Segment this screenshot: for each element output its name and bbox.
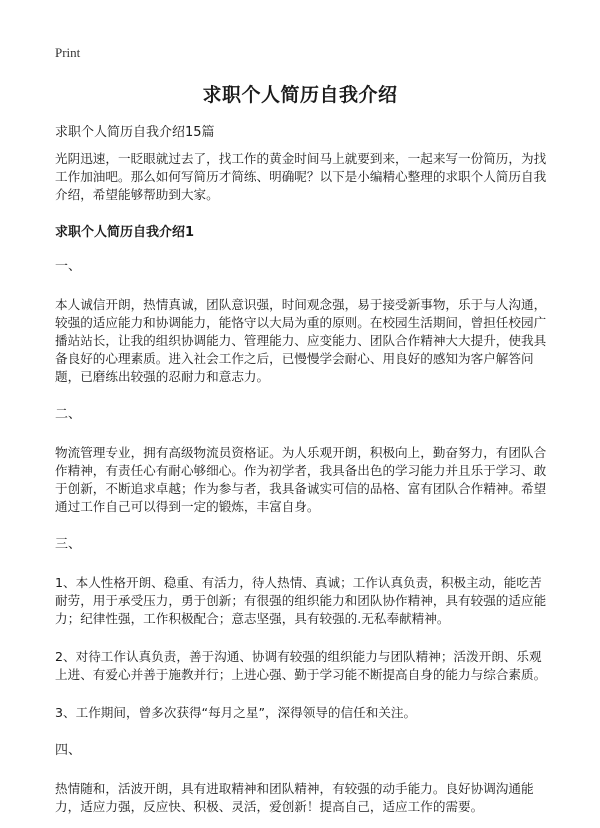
article-body xyxy=(55,150,549,816)
section-heading: 求职个人简历自我介绍1 xyxy=(55,225,195,240)
part1-label: 一、 xyxy=(55,259,82,274)
part3-label: 三、 xyxy=(55,537,82,552)
part3-item-2: 2、对待工作认真负责，善于沟通、协调有较强的组织能力与团队精神；活泼开朗、乐观上进、有爱心并善于施教并行；上进心强、勤于学习能不断提高自身的能力与综合素质。 xyxy=(55,649,547,682)
part3-item-1: 1、本人性格开朗、稳重、有活力，待人热情、真诚；工作认真负责，积极主动，能吃苦耐劳，用于承受压力，勇于创新；有很强的组织能力和团队协作精神，具有较强的适应能力；纪律性强，工作积极配合；意志坚强，具有较强的.无私奉献精神。 xyxy=(55,575,547,626)
document-subtitle: 求职个人简历自我介绍15篇 xyxy=(55,125,215,140)
part1-paragraph: 本人诚信开朗，热情真诚，团队意识强，时间观念强，易于接受新事物，乐于与人沟通，较强的适应能力和协调能力，能恪守以大局为重的原则。在校园生活期间，曾担任校园广播站站长，让我的组织协调能力、管理能力、应变能力、团队合作精神大大提升，使我具备良好的心理素质。进入社会工作之后，已慢慢学会耐心、用良好的感知为客户解答问题，已磨练出较强的忍耐力和意志力。 xyxy=(55,297,547,384)
part2-paragraph: 物流管理专业，拥有高级物流员资格证。为人乐观开朗，积极向上，勤奋努力，有团队合作精神，有责任心有耐心够细心。作为初学者，我具备出色的学习能力并且乐于学习、敢于创新，不断追求卓越；作为参与者，我具备诚实可信的品格、富有团队合作精神。希望通过工作自己可以得到一定的锻炼，丰富自身。 xyxy=(55,445,547,514)
part3-item-3: 3、工作期间，曾多次获得“每月之星”，深得领导的信任和关注。 xyxy=(55,705,417,720)
intro-paragraph: 光阴迅速，一眨眼就过去了，找工作的黄金时间马上就要到来，一起来写一份简历，为找工作加油吧。那么如何写简历才简练、明确呢？以下是小编精心整理的求职个人简历自我介绍，希望能够帮助到大家。 xyxy=(55,151,547,202)
page-title: 求职个人简历自我介绍 xyxy=(202,84,398,106)
part4-label: 四、 xyxy=(55,743,82,758)
print-link[interactable]: Print xyxy=(55,45,81,60)
part2-label: 二、 xyxy=(55,407,82,422)
part4-paragraph: 热情随和，活波开朗，具有进取精神和团队精神，有较强的动手能力。良好协调沟通能力，适应力强，反应快、积极、灵活，爱创新！提高自己，适应工作的需要。 xyxy=(55,781,534,814)
